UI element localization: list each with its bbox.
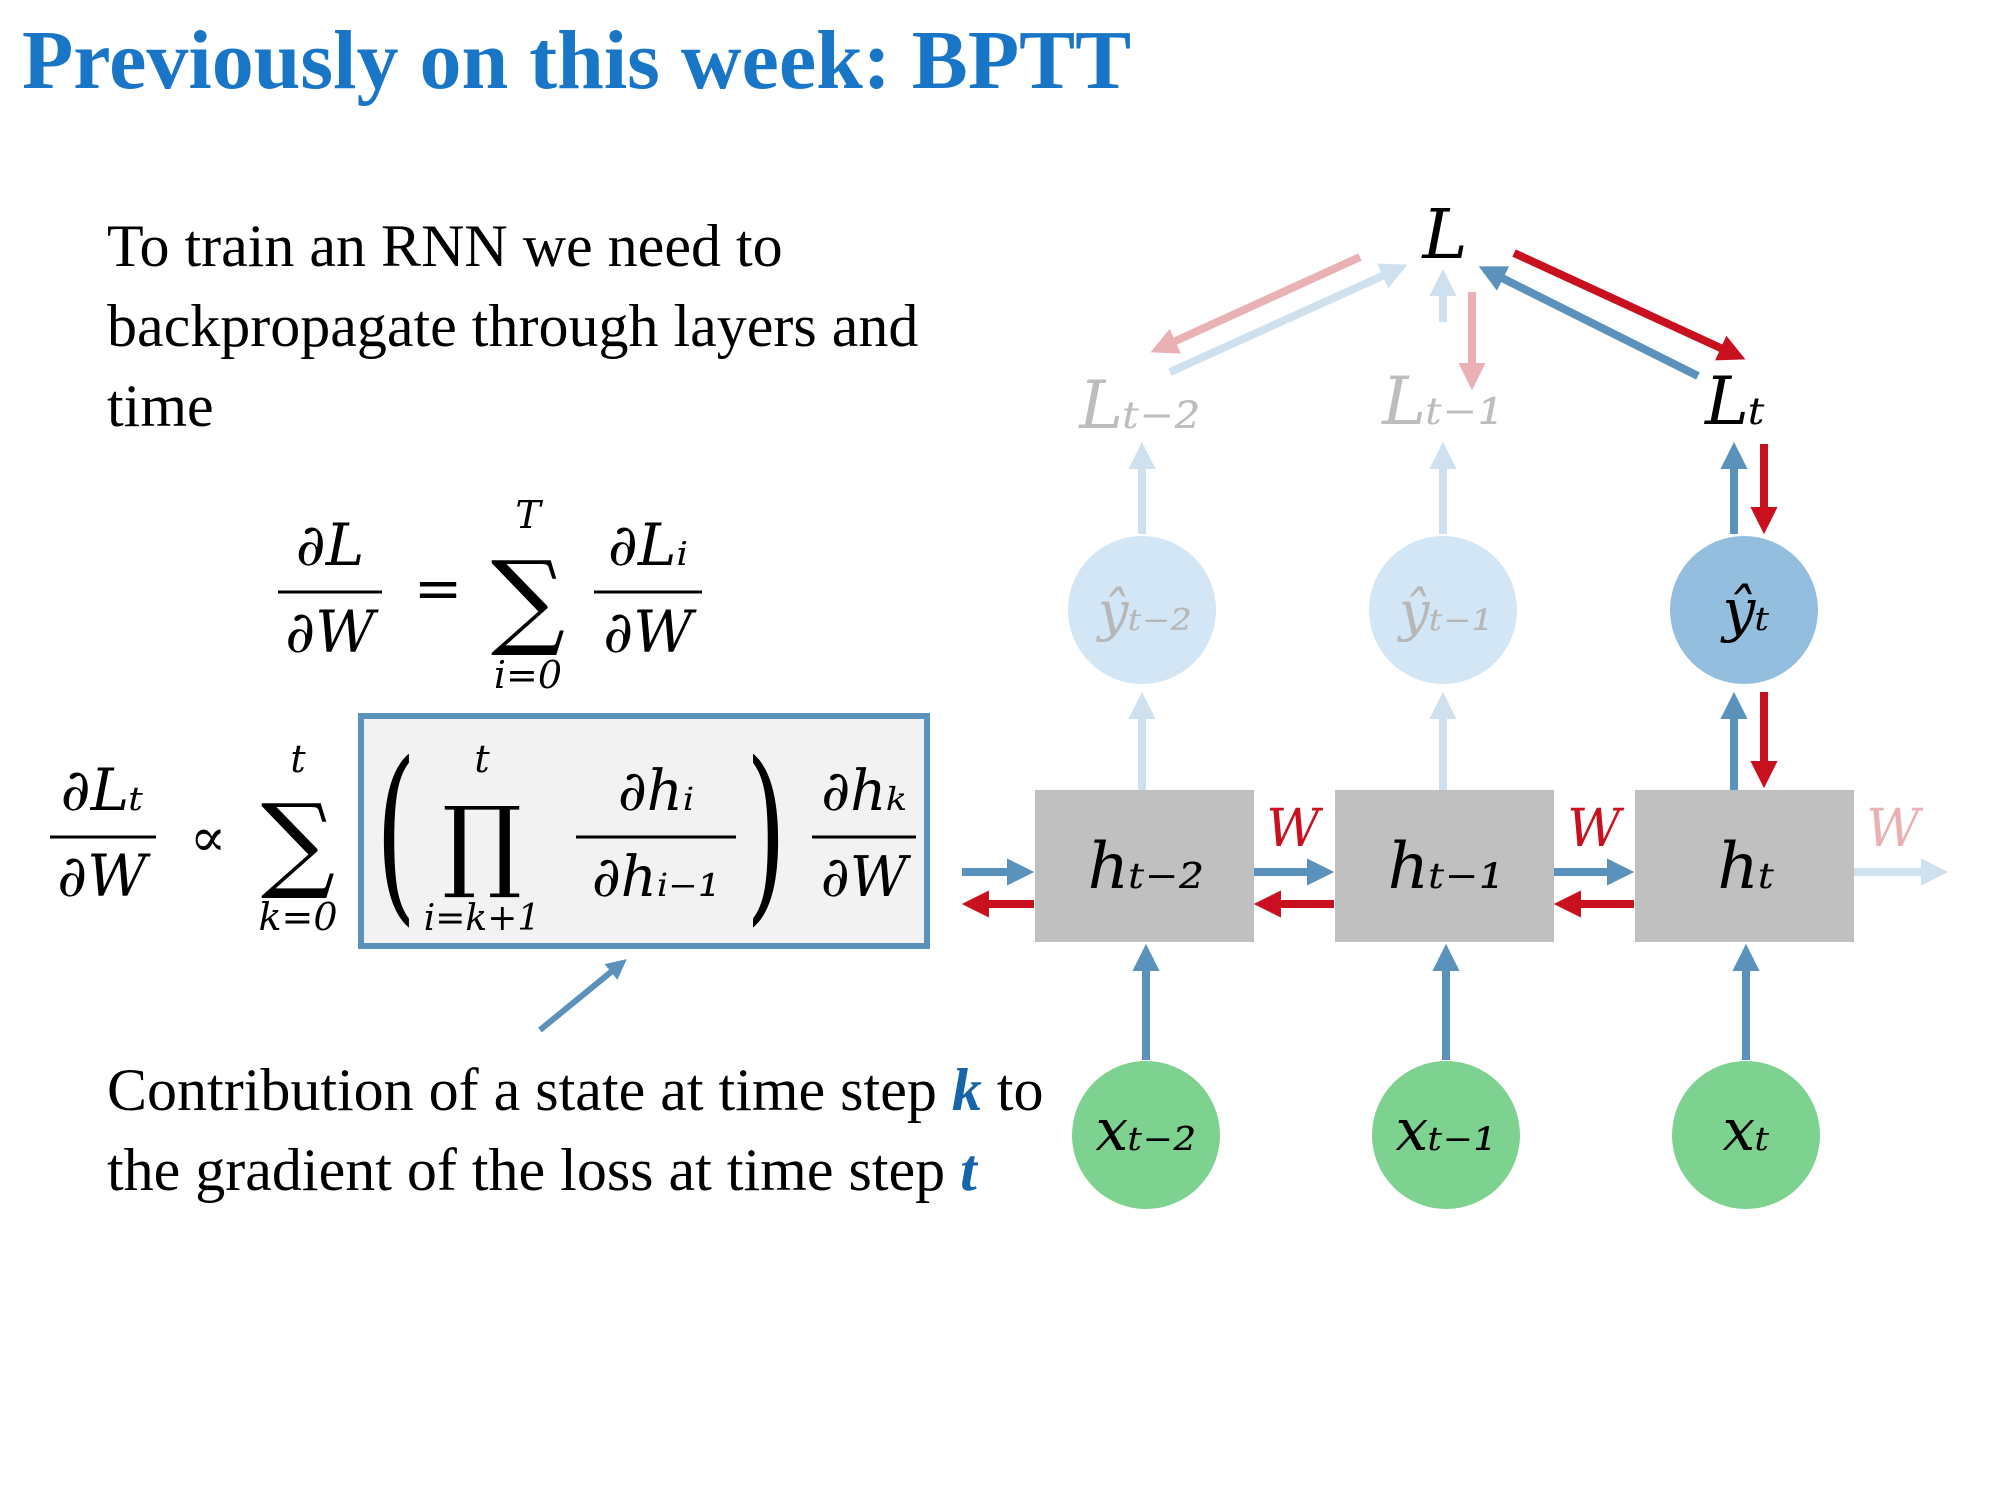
total-loss-label: L — [1422, 196, 1468, 275]
slide-title: Previously on this week: BPTT — [22, 14, 1132, 107]
equation-2 — [50, 716, 927, 946]
eq2-lhs-numerator: ∂Lₜ — [60, 756, 144, 824]
input-label-t: xₜ — [1722, 1096, 1770, 1164]
eq2-fraction-numerator: ∂hᵢ — [617, 759, 695, 824]
weight-label-1: W — [1266, 799, 1320, 859]
eq2-sum-upper: t — [290, 737, 306, 781]
loss-label-t-2: Lₜ₋₂ — [1079, 367, 1201, 444]
eq2-product-symbol: ∏ — [442, 785, 522, 902]
eq2-fraction-denominator: ∂hᵢ₋₁ — [591, 845, 721, 910]
input-label-t-1: xₜ₋₁ — [1395, 1096, 1497, 1164]
rnn-diagram — [962, 196, 1940, 1209]
contribution-k: k — [951, 1057, 982, 1123]
contribution-text-1: Contribution of a state at time step — [107, 1057, 952, 1123]
hidden-label-t-1: hₜ₋₁ — [1387, 830, 1505, 904]
eq1-equals: = — [413, 554, 463, 622]
arrow-Lt2-to-L-faded — [1170, 268, 1400, 372]
output-label-t-2: ŷₜ₋₂ — [1098, 580, 1192, 643]
equation-1 — [278, 493, 702, 697]
eq2-sum-symbol: ∑ — [260, 781, 336, 903]
loss-label-t: Lₜ — [1704, 363, 1766, 440]
eq2-proportional: ∝ — [189, 806, 227, 869]
eq2-lhs-denominator: ∂W — [57, 842, 147, 910]
hidden-label-t-2: hₜ₋₂ — [1087, 830, 1205, 904]
eq2-fraction2-numerator: ∂hₖ — [821, 759, 907, 824]
eq2-left-paren: ( — [375, 723, 417, 944]
hidden-label-t: hₜ — [1717, 830, 1775, 904]
eq2-product-lower: i=k+1 — [423, 898, 541, 939]
eq2-product-upper: t — [474, 737, 490, 781]
weight-label-2: W — [1567, 799, 1621, 859]
eq2-sum-lower: k=0 — [258, 895, 338, 939]
eq2-fraction2-denominator: ∂W — [820, 845, 908, 910]
intro-text: To train an RNN we need to backpropagate through layers and time — [107, 213, 919, 439]
eq1-sum-upper: T — [515, 493, 541, 537]
eq2-right-paren: ) — [745, 723, 787, 944]
weight-label-3-faded: W — [1866, 799, 1920, 859]
eq1-rhs-numerator: ∂Lᵢ — [607, 511, 689, 579]
eq1-sum-lower: i=0 — [493, 653, 563, 697]
input-label-t-2: xₜ₋₂ — [1095, 1096, 1197, 1164]
contribution-caption — [107, 1050, 1047, 1210]
eq1-lhs-denominator: ∂W — [285, 598, 375, 666]
loss-label-t-1: Lₜ₋₁ — [1382, 363, 1504, 440]
caption-pointer-arrow — [540, 963, 622, 1030]
output-label-t-1: ŷₜ₋₁ — [1399, 580, 1493, 643]
contribution-t: t — [960, 1137, 977, 1203]
contribution-text-2: to the gradient of the loss at time step — [107, 1057, 1044, 1203]
eq1-rhs-denominator: ∂W — [603, 598, 693, 666]
output-label-t: ŷₜ — [1722, 576, 1770, 644]
eq1-lhs-numerator: ∂L — [295, 511, 365, 579]
eq1-sum-symbol: ∑ — [490, 538, 566, 660]
